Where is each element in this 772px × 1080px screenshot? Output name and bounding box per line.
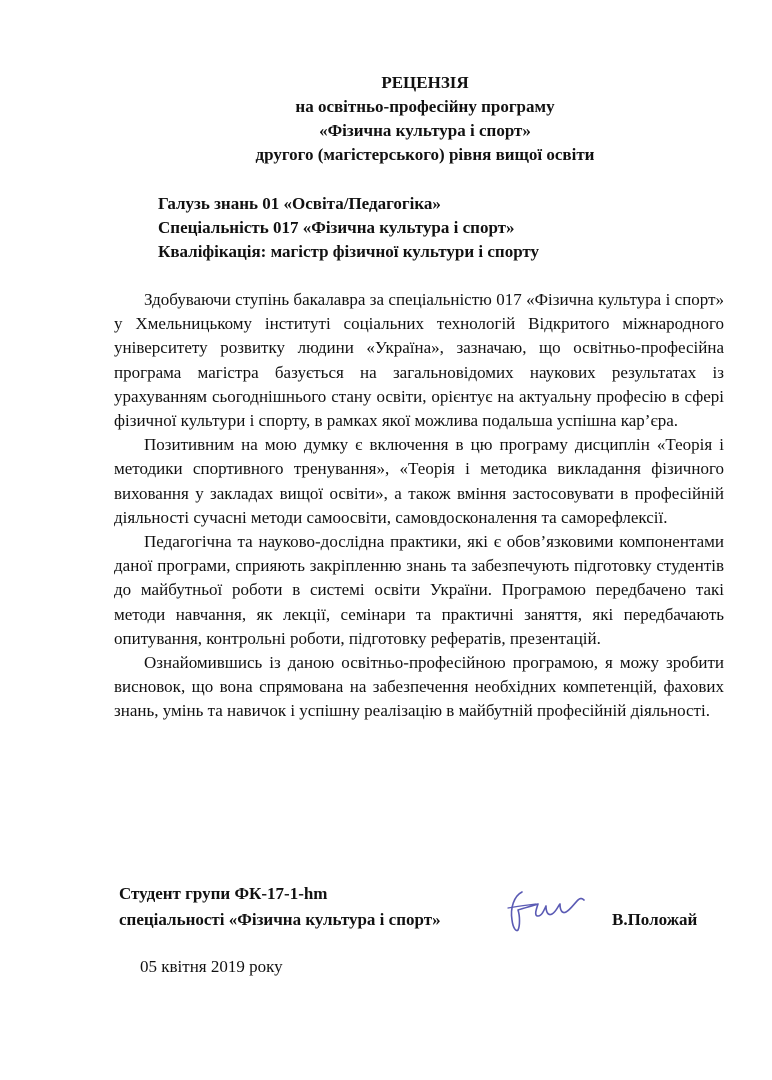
student-specialty: спеціальності «Фізична культура і спорт» [119, 910, 441, 929]
document-title: РЕЦЕНЗІЯ [381, 73, 469, 92]
program-meta-block [158, 192, 539, 264]
document-subtitle-level: другого (магістерського) рівня вищої освіти [255, 145, 595, 164]
document-subtitle-program: на освітньо-професійну програму [295, 97, 555, 116]
field-of-knowledge: Галузь знань 01 «Освіта/Педагогіка» [158, 194, 441, 213]
document-date: 05 квітня 2019 року [140, 957, 283, 976]
signatory-name: В.Положай [612, 910, 698, 929]
body-paragraph-1: Здобуваючи ступінь бакалавра за спеціальністю 017 «Фізична культура і спорт» у Хмельницькому інституті соціальних технологій Відкритого міжнародного університету розвитку людини «Україна», зазначаю, що освітньо-професійна програма магістра базується на загальновідомих наукових результатах із урахуванням сьогоднішнього стану освіти, орієнтує на актуальну професію в сфері фізичної культури і спорту, в рамках якої можлива подальша успішна кар’єра. [114, 290, 724, 431]
body-paragraph-3: Педагогічна та науково-дослідна практики, які є обов’язковими компонентами даної програми, сприяють закріпленню знань та забезпечують підготовку студентів до майбутньої роботи в системі освіти України. Програмою передбачено такі методи навчання, як лекції, семінари та практичні заняття, які передбачають опитування, контрольні роботи, підготовку рефератів, презентацій. [114, 532, 724, 648]
specialty: Спеціальність 017 «Фізична культура і спорт» [158, 218, 515, 237]
student-group: Студент групи ФК-17-1-hm [119, 884, 328, 903]
body-paragraph-4: Ознайомившись із даною освітньо-професійною програмою, я можу зробити висновок, що вона спрямована на забезпечення необхідних компетенцій, фахових знань, умінь та навичок і успішну реалізацію в майбутній професійній діяльності. [114, 653, 724, 721]
body-paragraph-2: Позитивним на мою думку є включення в цю програму дисциплін «Теорія і методики спортивного тренування», «Теорія і методика викладання фізичного виховання у закладах вищої освіти», а також вміння застосовувати в професійній діяльності сучасні методи самоосвіти, самовдосконалення та саморефлексії. [114, 435, 724, 527]
signatory-info [119, 881, 441, 933]
document-subtitle-program-name: «Фізична культура і спорт» [319, 121, 531, 140]
document-title-block [80, 71, 770, 167]
review-body [114, 288, 724, 724]
qualification: Кваліфікація: магістр фізичної культури і спорту [158, 242, 540, 261]
handwritten-signature [498, 886, 590, 936]
